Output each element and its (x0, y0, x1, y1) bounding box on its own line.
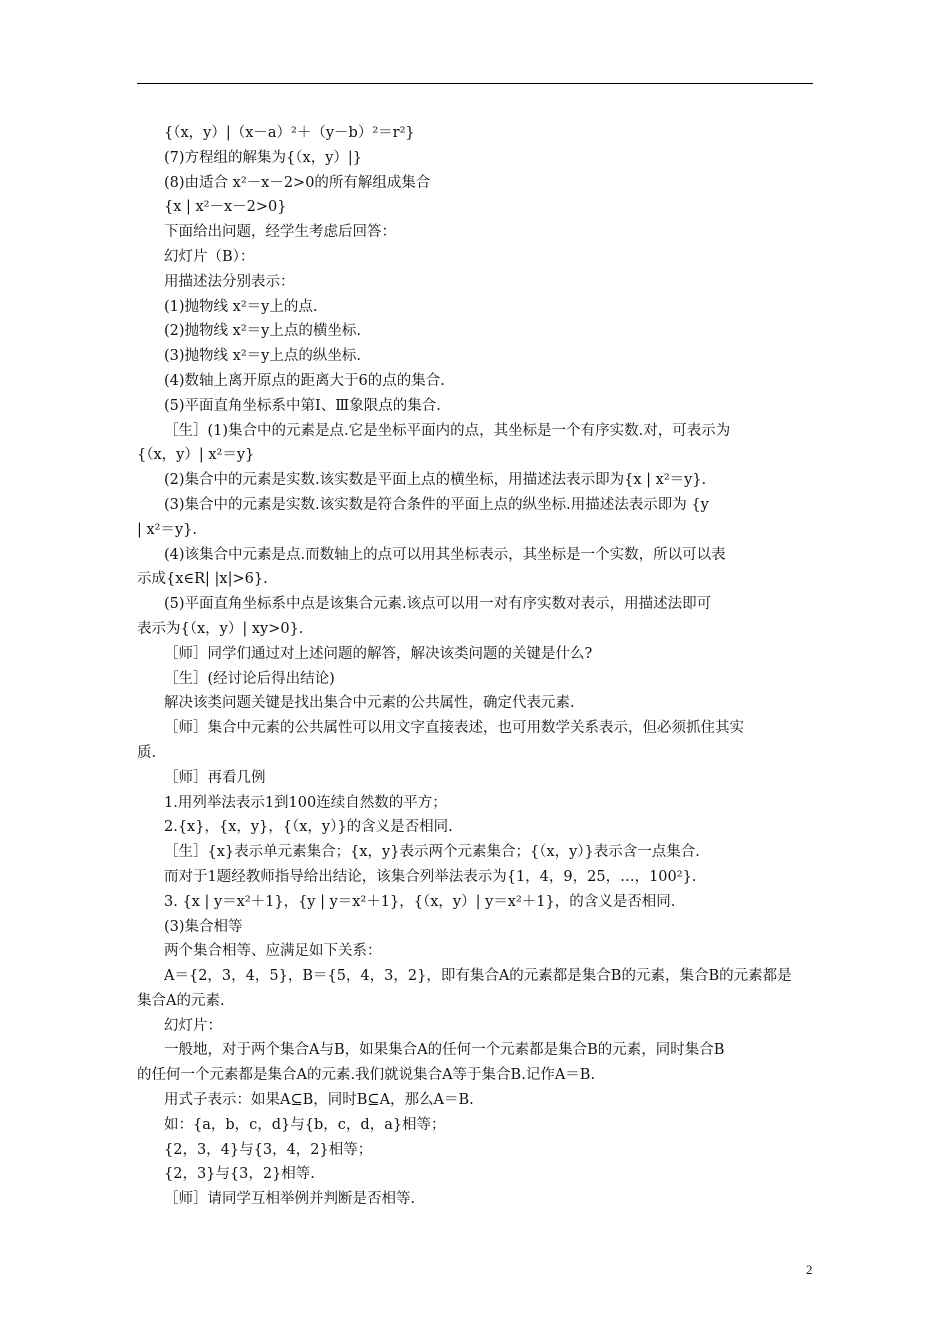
text-line: (3)集合中的元素是实数.该实数是符合条件的平面上点的纵坐标.用描述法表示即为 {y (164, 496, 709, 513)
text-line: 如：{a，b，c，d}与{b，c，d，a}相等； (164, 1116, 446, 1133)
text-line: (5)平面直角坐标系中点是该集合元素.该点可以用一对有序实数对表示，用描述法即可 (164, 596, 712, 613)
text-line: ［生］{x}表示单元素集合；{x，y}表示两个元素集合；{（x，y）}表示含一点集合. (164, 844, 700, 861)
text-line: ［师］再看几例 (164, 769, 266, 786)
text-line: ［师］请同学互相举例并判断是否相等. (164, 1191, 416, 1208)
text-line: (5)平面直角坐标系中第Ⅰ、Ⅲ象限点的集合. (164, 397, 441, 414)
text-line: 下面给出问题，经学生考虑后回答： (164, 224, 396, 241)
text-line: A＝{2，3，4，5}，B＝{5，4，3，2}，即有集合A的元素都是集合B的元素，集合B的元素都是 (164, 968, 792, 985)
text-line: ［生］(1)集合中的元素是点.它是坐标平面内的点，其坐标是一个有序实数.对，可表示为 (164, 422, 731, 439)
header-rule (137, 83, 813, 84)
text-line: 表示为{（x，y）| xy>0}. (137, 620, 304, 637)
text-line: 两个集合相等、应满足如下关系： (164, 943, 382, 960)
text-line: {x | x²－x－2>0} (164, 199, 287, 216)
text-line: (3)抛物线 x²＝y上点的纵坐标. (164, 348, 361, 365)
text-line: {2，3}与{3，2}相等. (164, 1166, 315, 1183)
text-line: 一般地，对于两个集合A与B，如果集合A的任何一个元素都是集合B的元素，同时集合B (164, 1042, 725, 1059)
text-line: (2)集合中的元素是实数.该实数是平面上点的横坐标，用描述法表示即为{x | x²＝y}. (164, 472, 707, 489)
text-line: (8)由适合 x²－x－2>0的所有解组成集合 (164, 174, 431, 191)
text-line: 示成{x∈R| |x|>6}. (137, 571, 268, 588)
text-line: 的任何一个元素都是集合A的元素.我们就说集合A等于集合B.记作A＝B. (137, 1067, 596, 1084)
text-line: 用式子表示：如果A⊆B，同时B⊆A，那么A＝B. (164, 1092, 474, 1109)
text-line: (4)该集合中元素是点.而数轴上的点可以用其坐标表示，其坐标是一个实数，所以可以表 (164, 546, 726, 563)
text-line: ［师］集合中元素的公共属性可以用文字直接表述，也可用数学关系表示，但必须抓住其实 (164, 720, 744, 737)
text-line: 集合A的元素. (137, 992, 225, 1009)
text-line: ［师］同学们通过对上述问题的解答，解决该类问题的关键是什么? (164, 645, 593, 662)
text-line: {（x，y）|（x－a）²＋（y－b）²＝r²} (164, 125, 415, 141)
text-line: 2.{x}，{x，y}，{（x，y）}的含义是否相同. (164, 819, 453, 836)
text-line: (4)数轴上离开原点的距离大于6的点的集合. (164, 372, 445, 389)
text-line: {2，3，4}与{3，4，2}相等； (164, 1141, 373, 1158)
text-line: 解决该类问题关键是找出集合中元素的公共属性，确定代表元素. (164, 695, 575, 712)
text-line: ［生］(经讨论后得出结论) (164, 670, 335, 687)
text-line: (3)集合相等 (164, 918, 243, 935)
text-line: (2)抛物线 x²＝y上点的横坐标. (164, 323, 361, 340)
text-line: 用描述法分别表示： (164, 273, 295, 290)
text-line: 1.用列举法表示1到100连续自然数的平方； (164, 794, 447, 811)
text-line: 幻灯片（B）： (164, 248, 255, 265)
text-line: 而对于1题经教师指导给出结论，该集合列举法表示为{1，4，9，25，…，100²}. (164, 868, 697, 885)
text-line: 质. (137, 744, 157, 761)
text-line: (7)方程组的解集为{（x，y）|} (164, 149, 362, 166)
text-line: 3. {x | y＝x²＋1}，{y | y＝x²＋1}，{（x，y）| y＝x²＋1}，的含义是否相同. (164, 893, 676, 910)
text-line: 幻灯片： (164, 1017, 222, 1034)
text-line: (1)抛物线 x²＝y上的点. (164, 298, 318, 315)
page-body (137, 123, 813, 1214)
text-line: {（x，y）| x²＝y} (137, 447, 255, 464)
page-number: 2 (806, 1262, 813, 1277)
text-line: | x²＝y}. (137, 521, 198, 538)
